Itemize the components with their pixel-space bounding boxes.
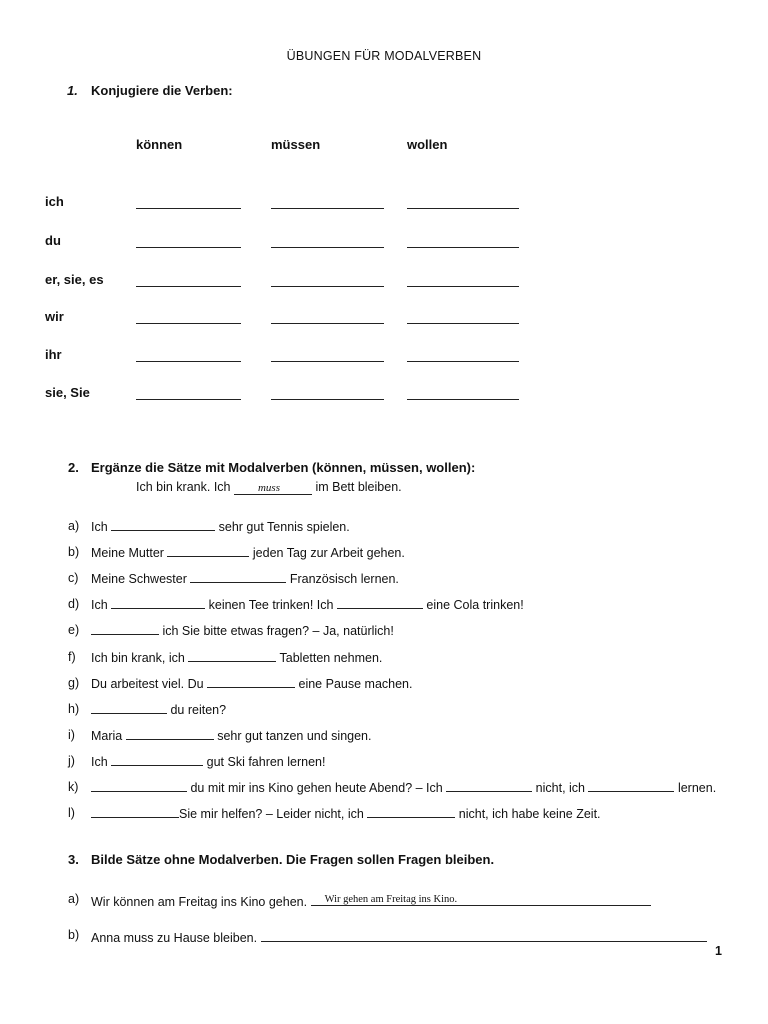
pronoun-label: du (45, 233, 61, 248)
item-text: sehr gut Tennis spielen. (215, 520, 350, 534)
item-text: Maria (91, 729, 126, 743)
fill-in-blank[interactable] (367, 806, 455, 818)
verb-header-wollen: wollen (407, 137, 448, 152)
item-text: ich Sie bitte etwas fragen? – Ja, natürlich! (159, 624, 394, 638)
item-text: Ich (91, 755, 112, 769)
exercise-3-number: 3. (68, 852, 79, 867)
fill-in-blank[interactable] (588, 780, 674, 792)
example-answer-field (234, 480, 312, 495)
fill-in-blank[interactable] (126, 728, 214, 740)
exercise-3-sentence-b: Anna muss zu Hause bleiben. (91, 931, 258, 945)
answer-field-3b[interactable] (261, 928, 707, 942)
exercise-2-letter: h) (68, 702, 80, 716)
fill-in-blank[interactable] (207, 676, 295, 688)
exercise-2-letter: f) (68, 650, 76, 664)
fill-in-blank[interactable] (91, 623, 159, 635)
fill-in-blank[interactable] (337, 597, 423, 609)
exercise-2-item (91, 728, 372, 743)
verb-header-koennen: können (136, 137, 183, 152)
conjugation-blank[interactable] (271, 361, 384, 362)
fill-in-blank[interactable] (91, 780, 187, 792)
exercise-2-item (91, 650, 382, 665)
conjugation-blank[interactable] (407, 323, 519, 324)
exercise-2-number: 2. (68, 460, 79, 475)
item-text: gut Ski fahren lernen! (203, 755, 326, 769)
exercise-2-letter: i) (68, 728, 75, 742)
conjugation-blank[interactable] (271, 399, 384, 400)
conjugation-blank[interactable] (136, 399, 241, 400)
fill-in-blank[interactable] (91, 702, 167, 714)
exercise-2-letter: b) (68, 545, 80, 559)
page-number: 1 (715, 944, 722, 958)
exercise-3-sentence-a: Wir können am Freitag ins Kino gehen. (91, 895, 308, 909)
item-text: Meine Mutter (91, 546, 168, 560)
conjugation-blank[interactable] (136, 208, 241, 209)
item-text: Meine Schwester (91, 572, 191, 586)
exercise-2-item (91, 519, 350, 534)
exercise-3-heading: Bilde Sätze ohne Modalverben. Die Fragen sollen Fragen bleiben. (91, 852, 495, 867)
conjugation-blank[interactable] (136, 361, 241, 362)
item-text: keinen Tee trinken! Ich (205, 598, 337, 612)
exercise-2-item (91, 623, 394, 638)
fill-in-blank[interactable] (167, 545, 249, 557)
fill-in-blank[interactable] (111, 519, 215, 531)
item-text: Ich (91, 520, 112, 534)
item-text: Ich bin krank, ich (91, 651, 189, 665)
item-text: Sie mir helfen? – Leider nicht, ich (179, 807, 368, 821)
exercise-2-item (91, 702, 226, 717)
pronoun-label: ich (45, 194, 64, 209)
item-text: sehr gut tanzen und singen. (213, 729, 372, 743)
item-text: Tabletten nehmen. (276, 651, 383, 665)
exercise-2-item (91, 545, 405, 560)
exercise-3-letter-b: b) (68, 928, 80, 942)
conjugation-blank[interactable] (136, 323, 241, 324)
exercise-2-item (91, 780, 716, 795)
pronoun-label: er, sie, es (45, 272, 104, 287)
pronoun-label: wir (45, 309, 64, 324)
exercise-3-letter-a: a) (68, 892, 80, 906)
exercise-2-letter: c) (68, 571, 79, 585)
exercise-2-example (136, 480, 402, 495)
answer-3a-text: Wir gehen am Freitag ins Kino. (324, 894, 458, 905)
exercise-2-letter: l) (68, 806, 75, 820)
exercise-3-item-a (91, 892, 651, 909)
page-title: ÜBUNGEN FÜR MODALVERBEN (286, 49, 482, 63)
exercise-2-item (91, 806, 601, 821)
item-text: eine Pause machen. (295, 677, 413, 691)
item-text: Französisch lernen. (286, 572, 399, 586)
pronoun-label: sie, Sie (45, 385, 90, 400)
conjugation-blank[interactable] (271, 208, 384, 209)
item-text: nicht, ich habe keine Zeit. (455, 807, 601, 821)
answer-field-3a[interactable] (311, 892, 651, 906)
fill-in-blank[interactable] (91, 806, 179, 818)
exercise-1-number: 1. (67, 83, 78, 98)
exercise-2-letter: e) (68, 623, 80, 637)
item-text: Du arbeitest viel. Du (91, 677, 208, 691)
exercise-2-item (91, 597, 524, 612)
fill-in-blank[interactable] (188, 650, 276, 662)
exercise-2-item (91, 754, 325, 769)
conjugation-blank[interactable] (407, 399, 519, 400)
exercise-2-letter: j) (68, 754, 75, 768)
exercise-2-letter: g) (68, 676, 80, 690)
item-text: eine Cola trinken! (422, 598, 524, 612)
exercise-2-item (91, 571, 399, 586)
fill-in-blank[interactable] (111, 754, 203, 766)
fill-in-blank[interactable] (111, 597, 205, 609)
item-text: jeden Tag zur Arbeit gehen. (249, 546, 405, 560)
fill-in-blank[interactable] (446, 780, 532, 792)
conjugation-blank[interactable] (407, 208, 519, 209)
example-answer: muss (257, 482, 280, 494)
item-text: nicht, ich (532, 781, 589, 795)
exercise-2-letter: k) (68, 780, 79, 794)
exercise-3-item-b (91, 928, 707, 945)
conjugation-blank[interactable] (271, 286, 384, 287)
verb-header-muessen: müssen (271, 137, 321, 152)
conjugation-blank[interactable] (271, 247, 384, 248)
item-text: Ich (91, 598, 112, 612)
conjugation-blank[interactable] (407, 361, 519, 362)
item-text: du reiten? (167, 703, 227, 717)
conjugation-blank[interactable] (407, 247, 519, 248)
conjugation-blank[interactable] (136, 286, 241, 287)
exercise-2-letter: d) (68, 597, 80, 611)
fill-in-blank[interactable] (190, 571, 286, 583)
item-text: du mit mir ins Kino gehen heute Abend? – Ich (187, 781, 447, 795)
example-prefix: Ich bin krank. Ich (136, 480, 234, 494)
exercise-2-item (91, 676, 412, 691)
conjugation-blank[interactable] (136, 247, 241, 248)
conjugation-blank[interactable] (407, 286, 519, 287)
conjugation-blank[interactable] (271, 323, 384, 324)
exercise-2-heading: Ergänze die Sätze mit Modalverben (können, müssen, wollen): (91, 460, 476, 475)
pronoun-label: ihr (45, 347, 62, 362)
item-text: lernen. (674, 781, 717, 795)
exercise-2-letter: a) (68, 519, 80, 533)
example-suffix: im Bett bleiben. (311, 480, 402, 494)
exercise-1-heading: Konjugiere die Verben: (91, 83, 233, 98)
